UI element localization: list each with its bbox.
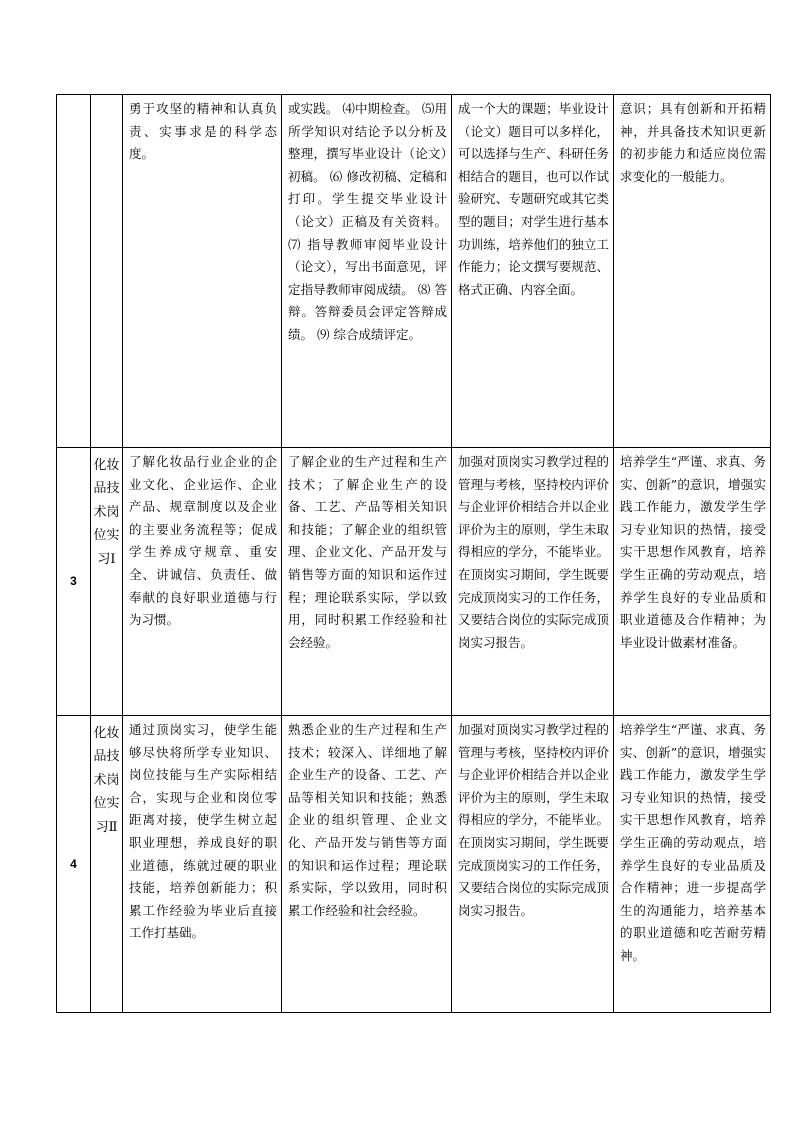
table-row	[57, 448, 771, 716]
course-name-text: 化妆品技术岗位实习Ⅱ	[93, 726, 120, 835]
course-name-cell	[91, 448, 123, 716]
table-row	[57, 95, 771, 448]
cell-requirements: 加强对顶岗实习教学过程的管理与考核，坚持校内评价与企业评价相结合并以企业评价为主的原则，学生未取得相应的学分，不能毕业。在顶岗实习期间，学生既要完成顶岗实习的工作任务，又要结合岗位的实际完成顶岗实习报告。	[452, 716, 614, 1013]
row-number-cell	[57, 95, 91, 448]
cell-content: 或实践。 ⑷中期检查。 ⑸用所学知识对结论予以分析及整理，撰写毕业设计（论文）初稿。 ⑹ 修改初稿、定稿和打印。学生提交毕业设计（论文）正稿及有关资料。 ⑺ 指导教师审阅毕业设计（论文），写出书面意见，评定指导教师审阅成绩。 ⑻ 答辩。答辩委员会评定答辩成绩。 ⑼ 综合成绩评定。	[282, 95, 452, 448]
cell-objectives: 了解化妆品行业企业的企业文化、企业运作、企业产品、规章制度以及企业的主要业务流程等；促成学生养成守规章、重安全、讲诚信、负责任、做奉献的良好职业道德与行为习惯。	[123, 448, 282, 716]
cell-objectives: 通过顶岗实习，使学生能够尽快将所学专业知识、岗位技能与生产实际相结合，实现与企业和岗位零距离对接，使学生树立起职业理想，养成良好的职业道德，练就过硬的职业技能，培养创新能力；积累工作经验为毕业后直接工作打基础。	[123, 716, 282, 1013]
row-number-cell: 4	[57, 716, 91, 1013]
table-row	[57, 716, 771, 1013]
cell-objectives: 勇于攻坚的精神和认真负责、实事求是的科学态度。	[123, 95, 282, 448]
cell-quality-goals: 培养学生“严谨、求真、务实、创新”的意识，增强实践工作能力，激发学生学习专业知识的热情，接受实干思想作风教育，培养学生正确的劳动观点，培养学生良好的专业品质和职业道德及合作精神；为毕业设计做素材准备。	[614, 448, 771, 716]
cell-quality-goals: 意识；具有创新和开拓精神，并具备技术知识更新的初步能力和适应岗位需求变化的一般能力。	[614, 95, 771, 448]
curriculum-table	[56, 94, 771, 1013]
course-name-cell	[91, 95, 123, 448]
cell-quality-goals: 培养学生“严谨、求真、务实、创新”的意识，增强实践工作能力，激发学生学习专业知识的热情，接受实干思想作风教育，培养学生正确的劳动观点，培养学生良好的专业品质及合作精神；进一步提高学生的沟通能力，培养基本的职业道德和吃苦耐劳精神。	[614, 716, 771, 1013]
cell-content: 熟悉企业的生产过程和生产技术；较深入、详细地了解企业生产的设备、工艺、产品等相关知识和技能；熟悉企业的组织管理、企业文化、产品开发与销售等方面的知识和运作过程；理论联系实际，学以致用，同时积累工作经验和社会经验。	[282, 716, 452, 1013]
cell-requirements: 成一个大的课题；毕业设计（论文）题目可以多样化，可以选择与生产、科研任务相结合的题目，也可以作试验研究、专题研究或其它类型的题目；对学生进行基本功训练，培养他们的独立工作能力；论文撰写要规范、格式正确、内容全面。	[452, 95, 614, 448]
course-name-cell	[91, 716, 123, 1013]
cell-requirements: 加强对顶岗实习教学过程的管理与考核，坚持校内评价与企业评价相结合并以企业评价为主的原则，学生未取得相应的学分，不能毕业。在顶岗实习期间，学生既要完成顶岗实习的工作任务，又要结合岗位的实际完成顶岗实习报告。	[452, 448, 614, 716]
row-number-cell: 3	[57, 448, 91, 716]
cell-content: 了解企业的生产过程和生产技术；了解企业生产的设备、工艺、产品等相关知识和技能；了解企业的组织管理、企业文化、产品开发与销售等方面的知识和运作过程；理论联系实际，学以致用，同时积累工作经验和社会经验。	[282, 448, 452, 716]
course-name-text: 化妆品技术岗位实习Ⅰ	[93, 458, 120, 567]
